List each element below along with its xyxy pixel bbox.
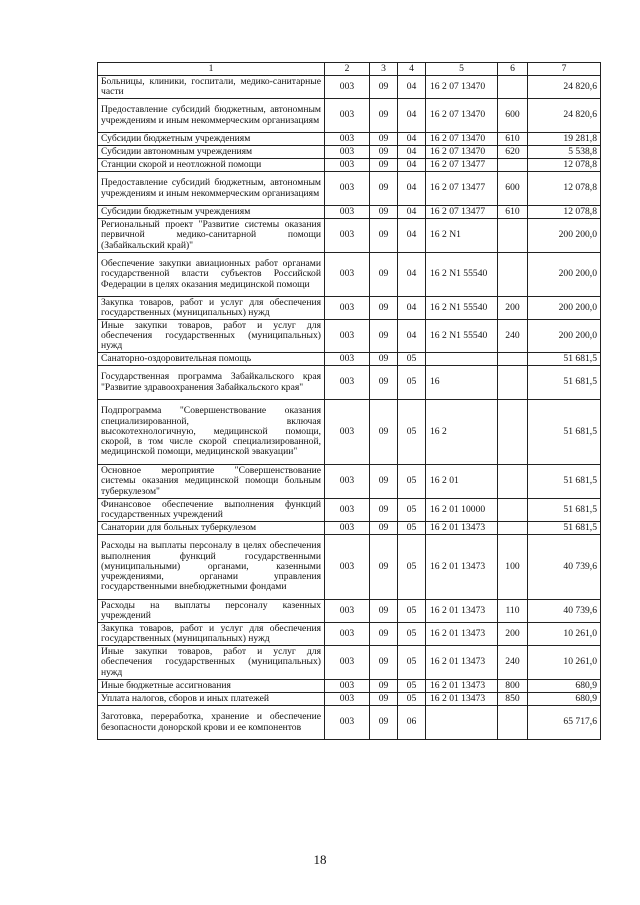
- table-row: [98, 680, 601, 693]
- row-expense-type: 240: [498, 646, 528, 680]
- row-target-code: 16 2 01 13473: [426, 646, 498, 680]
- table-row: [98, 623, 601, 646]
- page-number: 18: [313, 852, 327, 867]
- row-amount: 51 681,5: [528, 522, 601, 535]
- row-expense-type: [498, 76, 528, 99]
- row-expense-type: 200: [498, 623, 528, 646]
- row-section-code: 09: [370, 133, 398, 146]
- row-subsection-code: 05: [398, 499, 426, 522]
- table-row: [98, 133, 601, 146]
- row-amount: 10 261,0: [528, 646, 601, 680]
- row-admin-code: 003: [325, 706, 370, 740]
- row-name-cell: Субсидии бюджетным учреждениям: [98, 133, 325, 146]
- row-subsection-code: 05: [398, 465, 426, 499]
- row-subsection-code: 04: [398, 76, 426, 99]
- row-section-code: 09: [370, 465, 398, 499]
- table-row: [98, 465, 601, 499]
- row-target-code: 16 2 07 13470: [426, 133, 498, 146]
- table-row: [98, 253, 601, 297]
- row-expense-type: [498, 366, 528, 400]
- row-amount: 5 538,8: [528, 146, 601, 159]
- row-name-cell: Иные закупки товаров, работ и услуг для обеспечения государственных (муниципальных) нужд: [98, 320, 325, 353]
- row-subsection-code: 05: [398, 535, 426, 600]
- row-section-code: 09: [370, 159, 398, 172]
- table-row: [98, 159, 601, 172]
- row-section-code: 09: [370, 353, 398, 366]
- row-expense-type: [498, 253, 528, 297]
- row-amount: 200 200,0: [528, 320, 601, 353]
- row-amount: 19 281,8: [528, 133, 601, 146]
- row-amount: 680,9: [528, 693, 601, 706]
- row-admin-code: 003: [325, 206, 370, 219]
- row-admin-code: 003: [325, 680, 370, 693]
- row-subsection-code: 04: [398, 99, 426, 133]
- row-target-code: 16 2 01 10000: [426, 499, 498, 522]
- row-expense-type: [498, 219, 528, 253]
- row-name-cell: Заготовка, переработка, хранение и обеспечение безопасности донорской крови и ее компонентов: [98, 706, 325, 740]
- row-target-code: 16 2 01 13473: [426, 680, 498, 693]
- row-section-code: 09: [370, 99, 398, 133]
- row-target-code: 16 2 01 13473: [426, 522, 498, 535]
- row-subsection-code: 05: [398, 693, 426, 706]
- row-amount: 65 717,6: [528, 706, 601, 740]
- row-target-code: 16: [426, 366, 498, 400]
- row-target-code: 16 2 01: [426, 465, 498, 499]
- row-name-cell: Обеспечение закупки авиационных работ органами государственной власти субъектов Российской Федерации в целях оказания медицинской помощи: [98, 253, 325, 297]
- row-expense-type: 100: [498, 535, 528, 600]
- row-name-cell: Санаторно-оздоровительная помощь: [98, 353, 325, 366]
- row-admin-code: 003: [325, 522, 370, 535]
- row-amount: 51 681,5: [528, 400, 601, 465]
- row-amount: 12 078,8: [528, 159, 601, 172]
- row-admin-code: 003: [325, 623, 370, 646]
- row-name-cell: Субсидии автономным учреждениям: [98, 146, 325, 159]
- row-subsection-code: 05: [398, 522, 426, 535]
- row-subsection-code: 05: [398, 600, 426, 623]
- row-name-cell: Государственная программа Забайкальского края "Развитие здравоохранения Забайкальского края": [98, 366, 325, 400]
- row-section-code: 09: [370, 146, 398, 159]
- row-expense-type: [498, 353, 528, 366]
- row-section-code: 09: [370, 706, 398, 740]
- row-expense-type: 600: [498, 99, 528, 133]
- row-subsection-code: 04: [398, 297, 426, 320]
- row-admin-code: 003: [325, 99, 370, 133]
- table-row: [98, 320, 601, 353]
- budget-table: [97, 62, 601, 740]
- table-row: [98, 522, 601, 535]
- row-expense-type: 600: [498, 172, 528, 206]
- row-target-code: 16 2 07 13477: [426, 206, 498, 219]
- row-subsection-code: 06: [398, 706, 426, 740]
- row-name-cell: Станции скорой и неотложной помощи: [98, 159, 325, 172]
- row-amount: 680,9: [528, 680, 601, 693]
- row-amount: 51 681,5: [528, 499, 601, 522]
- table-row: [98, 646, 601, 680]
- row-admin-code: 003: [325, 133, 370, 146]
- row-admin-code: 003: [325, 159, 370, 172]
- row-section-code: 09: [370, 320, 398, 353]
- header-row: [98, 63, 601, 76]
- row-amount: 51 681,5: [528, 465, 601, 499]
- row-target-code: 16 2 01 13473: [426, 623, 498, 646]
- row-admin-code: 003: [325, 366, 370, 400]
- table-row: [98, 600, 601, 623]
- row-subsection-code: 04: [398, 146, 426, 159]
- row-expense-type: 850: [498, 693, 528, 706]
- row-admin-code: 003: [325, 219, 370, 253]
- row-subsection-code: 04: [398, 219, 426, 253]
- row-admin-code: 003: [325, 465, 370, 499]
- row-target-code: 16 2 N1 55540: [426, 297, 498, 320]
- row-amount: 200 200,0: [528, 219, 601, 253]
- table-row: [98, 693, 601, 706]
- row-amount: 200 200,0: [528, 253, 601, 297]
- row-section-code: 09: [370, 522, 398, 535]
- row-section-code: 09: [370, 366, 398, 400]
- row-expense-type: [498, 465, 528, 499]
- row-target-code: 16 2 01 13473: [426, 600, 498, 623]
- row-target-code: 16 2 N1 55540: [426, 320, 498, 353]
- row-admin-code: 003: [325, 320, 370, 353]
- row-name-cell: Санатории для больных туберкулезом: [98, 522, 325, 535]
- table-row: [98, 206, 601, 219]
- row-subsection-code: 04: [398, 172, 426, 206]
- row-subsection-code: 04: [398, 253, 426, 297]
- row-target-code: [426, 353, 498, 366]
- row-amount: 12 078,8: [528, 172, 601, 206]
- row-amount: 24 820,6: [528, 99, 601, 133]
- header-col-3: 3: [370, 63, 398, 76]
- row-subsection-code: 05: [398, 680, 426, 693]
- row-admin-code: 003: [325, 76, 370, 99]
- row-admin-code: 003: [325, 646, 370, 680]
- header-col-5: 5: [426, 63, 498, 76]
- row-name-cell: Иные закупки товаров, работ и услуг для обеспечения государственных (муниципальных) нужд: [98, 646, 325, 680]
- row-admin-code: 003: [325, 693, 370, 706]
- row-expense-type: 200: [498, 297, 528, 320]
- row-name-cell: Региональный проект "Развитие системы оказания первичной медико-санитарной помощи (Забайкальский край)": [98, 219, 325, 253]
- header-col-4: 4: [398, 63, 426, 76]
- row-expense-type: [498, 159, 528, 172]
- table-body: [98, 76, 601, 740]
- row-name-cell: Иные бюджетные ассигнования: [98, 680, 325, 693]
- table-row: [98, 219, 601, 253]
- row-admin-code: 003: [325, 353, 370, 366]
- row-admin-code: 003: [325, 400, 370, 465]
- row-admin-code: 003: [325, 172, 370, 206]
- row-expense-type: 610: [498, 206, 528, 219]
- row-section-code: 09: [370, 172, 398, 206]
- row-target-code: 16 2 N1 55540: [426, 253, 498, 297]
- row-amount: 51 681,5: [528, 366, 601, 400]
- row-expense-type: 620: [498, 146, 528, 159]
- row-subsection-code: 05: [398, 400, 426, 465]
- row-target-code: 16 2 01 13473: [426, 535, 498, 600]
- header-col-6: 6: [498, 63, 528, 76]
- row-admin-code: 003: [325, 253, 370, 297]
- row-admin-code: 003: [325, 499, 370, 522]
- row-expense-type: [498, 706, 528, 740]
- row-amount: 40 739,6: [528, 600, 601, 623]
- row-section-code: 09: [370, 499, 398, 522]
- row-section-code: 09: [370, 693, 398, 706]
- header-col-1: 1: [98, 63, 325, 76]
- row-amount: 51 681,5: [528, 353, 601, 366]
- table-row: [98, 400, 601, 465]
- row-expense-type: 800: [498, 680, 528, 693]
- row-name-cell: Закупка товаров, работ и услуг для обеспечения государственных (муниципальных) нужд: [98, 623, 325, 646]
- table-row: [98, 535, 601, 600]
- row-subsection-code: 05: [398, 353, 426, 366]
- row-admin-code: 003: [325, 600, 370, 623]
- row-section-code: 09: [370, 623, 398, 646]
- row-expense-type: [498, 522, 528, 535]
- table-row: [98, 99, 601, 133]
- row-subsection-code: 04: [398, 206, 426, 219]
- row-target-code: 16 2 07 13470: [426, 99, 498, 133]
- row-name-cell: Больницы, клиники, госпитали, медико-санитарные части: [98, 76, 325, 99]
- row-target-code: 16 2 01 13473: [426, 693, 498, 706]
- row-section-code: 09: [370, 253, 398, 297]
- row-name-cell: Расходы на выплаты персоналу казенных учреждений: [98, 600, 325, 623]
- row-subsection-code: 05: [398, 646, 426, 680]
- row-name-cell: Субсидии бюджетным учреждениям: [98, 206, 325, 219]
- row-target-code: 16 2 07 13477: [426, 172, 498, 206]
- row-section-code: 09: [370, 206, 398, 219]
- row-amount: 200 200,0: [528, 297, 601, 320]
- row-subsection-code: 04: [398, 133, 426, 146]
- row-subsection-code: 04: [398, 159, 426, 172]
- row-admin-code: 003: [325, 535, 370, 600]
- row-name-cell: Закупка товаров, работ и услуг для обеспечения государственных (муниципальных) нужд: [98, 297, 325, 320]
- row-name-cell: Уплата налогов, сборов и иных платежей: [98, 693, 325, 706]
- table-row: [98, 172, 601, 206]
- row-name-cell: Подпрограмма "Совершенствование оказания специализированной, включая высокотехнологичную, медицинской помощи, скорой, в том числе скорой специализированной, медицинской помощи, медицинской эвакуации": [98, 400, 325, 465]
- table-row: [98, 499, 601, 522]
- header-col-2: 2: [325, 63, 370, 76]
- row-section-code: 09: [370, 219, 398, 253]
- row-expense-type: 610: [498, 133, 528, 146]
- row-subsection-code: 05: [398, 366, 426, 400]
- table-row: [98, 297, 601, 320]
- row-expense-type: [498, 499, 528, 522]
- row-subsection-code: 04: [398, 320, 426, 353]
- row-name-cell: Предоставление субсидий бюджетным, автономным учреждениям и иным некоммерческим организациям: [98, 99, 325, 133]
- row-expense-type: 110: [498, 600, 528, 623]
- row-amount: 24 820,6: [528, 76, 601, 99]
- row-target-code: 16 2: [426, 400, 498, 465]
- row-name-cell: Расходы на выплаты персоналу в целях обеспечения выполнения функций государственными (муниципальными) органами, казенными учреждениями, органами управления государственными внебюджетными фондами: [98, 535, 325, 600]
- table-row: [98, 353, 601, 366]
- row-subsection-code: 05: [398, 623, 426, 646]
- row-target-code: 16 2 07 13470: [426, 76, 498, 99]
- table-row: [98, 146, 601, 159]
- row-target-code: 16 2 07 13477: [426, 159, 498, 172]
- table-row: [98, 706, 601, 740]
- row-target-code: [426, 706, 498, 740]
- row-amount: 40 739,6: [528, 535, 601, 600]
- row-amount: 12 078,8: [528, 206, 601, 219]
- row-section-code: 09: [370, 400, 398, 465]
- row-section-code: 09: [370, 297, 398, 320]
- row-name-cell: Предоставление субсидий бюджетным, автономным учреждениям и иным некоммерческим организациям: [98, 172, 325, 206]
- row-expense-type: [498, 400, 528, 465]
- row-admin-code: 003: [325, 297, 370, 320]
- row-name-cell: Основное мероприятие "Совершенствование системы оказания медицинской помощи больным туберкулезом": [98, 465, 325, 499]
- row-section-code: 09: [370, 680, 398, 693]
- row-section-code: 09: [370, 646, 398, 680]
- row-amount: 10 261,0: [528, 623, 601, 646]
- row-target-code: 16 2 N1: [426, 219, 498, 253]
- row-name-cell: Финансовое обеспечение выполнения функций государственных учреждений: [98, 499, 325, 522]
- row-section-code: 09: [370, 535, 398, 600]
- table-row: [98, 366, 601, 400]
- header-col-7: 7: [528, 63, 601, 76]
- row-section-code: 09: [370, 600, 398, 623]
- row-expense-type: 240: [498, 320, 528, 353]
- row-admin-code: 003: [325, 146, 370, 159]
- table-row: [98, 76, 601, 99]
- row-section-code: 09: [370, 76, 398, 99]
- row-target-code: 16 2 07 13470: [426, 146, 498, 159]
